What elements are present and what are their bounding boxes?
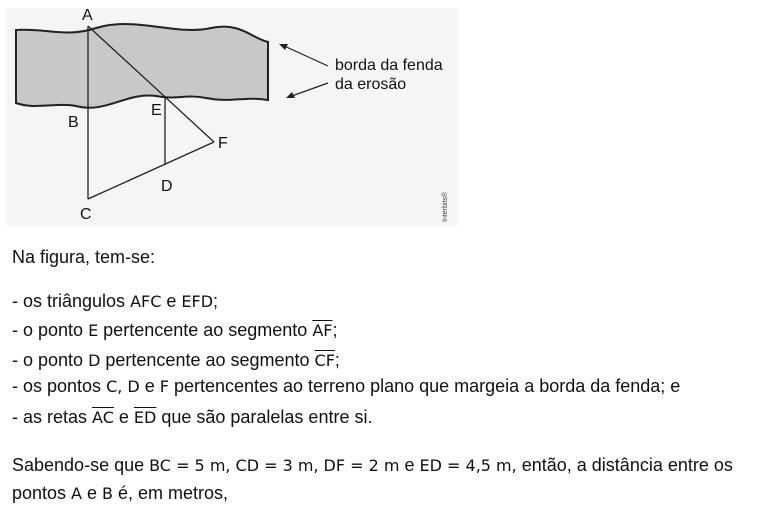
bullet-2 (12, 319, 338, 342)
problem-math-bc: BC = 5 m, (149, 456, 231, 475)
annotation-line-1: borda da fenda (335, 57, 443, 74)
problem-text-b: então, a distância entre os (516, 455, 733, 475)
problem-math-b: B (102, 484, 113, 503)
bullet-3-text-a: - o ponto (12, 350, 89, 370)
arrow-bottom (289, 83, 328, 97)
erosion-band (16, 24, 268, 108)
bullet-2-math-2: $\overline{AF}$ (312, 321, 333, 340)
label-d: D (161, 178, 173, 195)
label-f: F (218, 135, 228, 152)
bullet-3-text-c: ; (334, 350, 340, 370)
problem-line-2-text-b: é, em metros, (113, 483, 229, 503)
bullet-4-text-a: - os pontos (12, 376, 107, 396)
bullet-1-text-a: - os triângulos (12, 291, 131, 311)
bullet-4-math-2: F (159, 377, 169, 396)
bullet-1-math-1: AFC (130, 292, 162, 311)
problem-line-2-text-e: e (82, 483, 103, 503)
label-b: B (68, 114, 79, 131)
bullet-2-text-b: pertencente ao segmento (98, 320, 313, 340)
problem-line-2-text-a: pontos (12, 483, 72, 503)
problem-text-a: Sabendo-se que (12, 455, 150, 475)
label-c: C (80, 206, 92, 223)
bullet-5-math-1: $\overline{AC}$ (92, 408, 114, 427)
diagram-figure (6, 8, 458, 226)
arrow-top (282, 45, 328, 66)
problem-math-ed: ED = 4,5 m, (419, 456, 517, 475)
bullet-4 (12, 375, 680, 398)
bullet-2-text-c: ; (332, 320, 338, 340)
problem-line-2 (12, 482, 228, 505)
annotation-line-2: da erosão (335, 76, 407, 93)
segment-cf (88, 142, 214, 199)
bullet-4-text-b: e (139, 376, 160, 396)
bullet-4-math-1: C, D (106, 377, 140, 396)
bullet-2-text-a: - o ponto (12, 320, 89, 340)
intro-sentence: Na figura, tem-se: (12, 247, 156, 267)
bullet-5-text-c: que são paralelas entre si. (156, 407, 373, 427)
bullet-4-text-c: pertencentes ao terreno plano que margeia a borda da fenda; e (168, 376, 681, 396)
bullet-1-math-2: EFD (181, 292, 214, 311)
bullet-5 (12, 406, 372, 429)
bullet-1-text-c: ; (213, 291, 219, 311)
bullet-3-text-b: pertencente ao segmento (100, 350, 315, 370)
image-credit: Interbits® (442, 191, 449, 222)
bullet-3-math-2: $\overline{CF}$ (314, 351, 335, 370)
intro-text (12, 246, 155, 268)
problem-math-a: A (71, 484, 82, 503)
bullet-3 (12, 349, 340, 372)
bullet-1 (12, 290, 218, 313)
problem-math-df: DF = 2 m (323, 456, 400, 475)
problem-text-e: e (399, 455, 420, 475)
bullet-5-math-2: $\overline{ED}$ (133, 408, 157, 427)
bullet-3-math-1: D (88, 351, 101, 370)
problem-line-1 (12, 454, 733, 477)
bullet-2-math-1: E (88, 321, 99, 340)
label-e: E (151, 102, 162, 119)
label-a: A (82, 7, 93, 24)
problem-math-cd: CD = 3 m, (235, 456, 319, 475)
bullet-5-text-b: e (113, 407, 134, 427)
bullet-1-text-b: e (161, 291, 182, 311)
bullet-5-text-a: - as retas (12, 407, 93, 427)
